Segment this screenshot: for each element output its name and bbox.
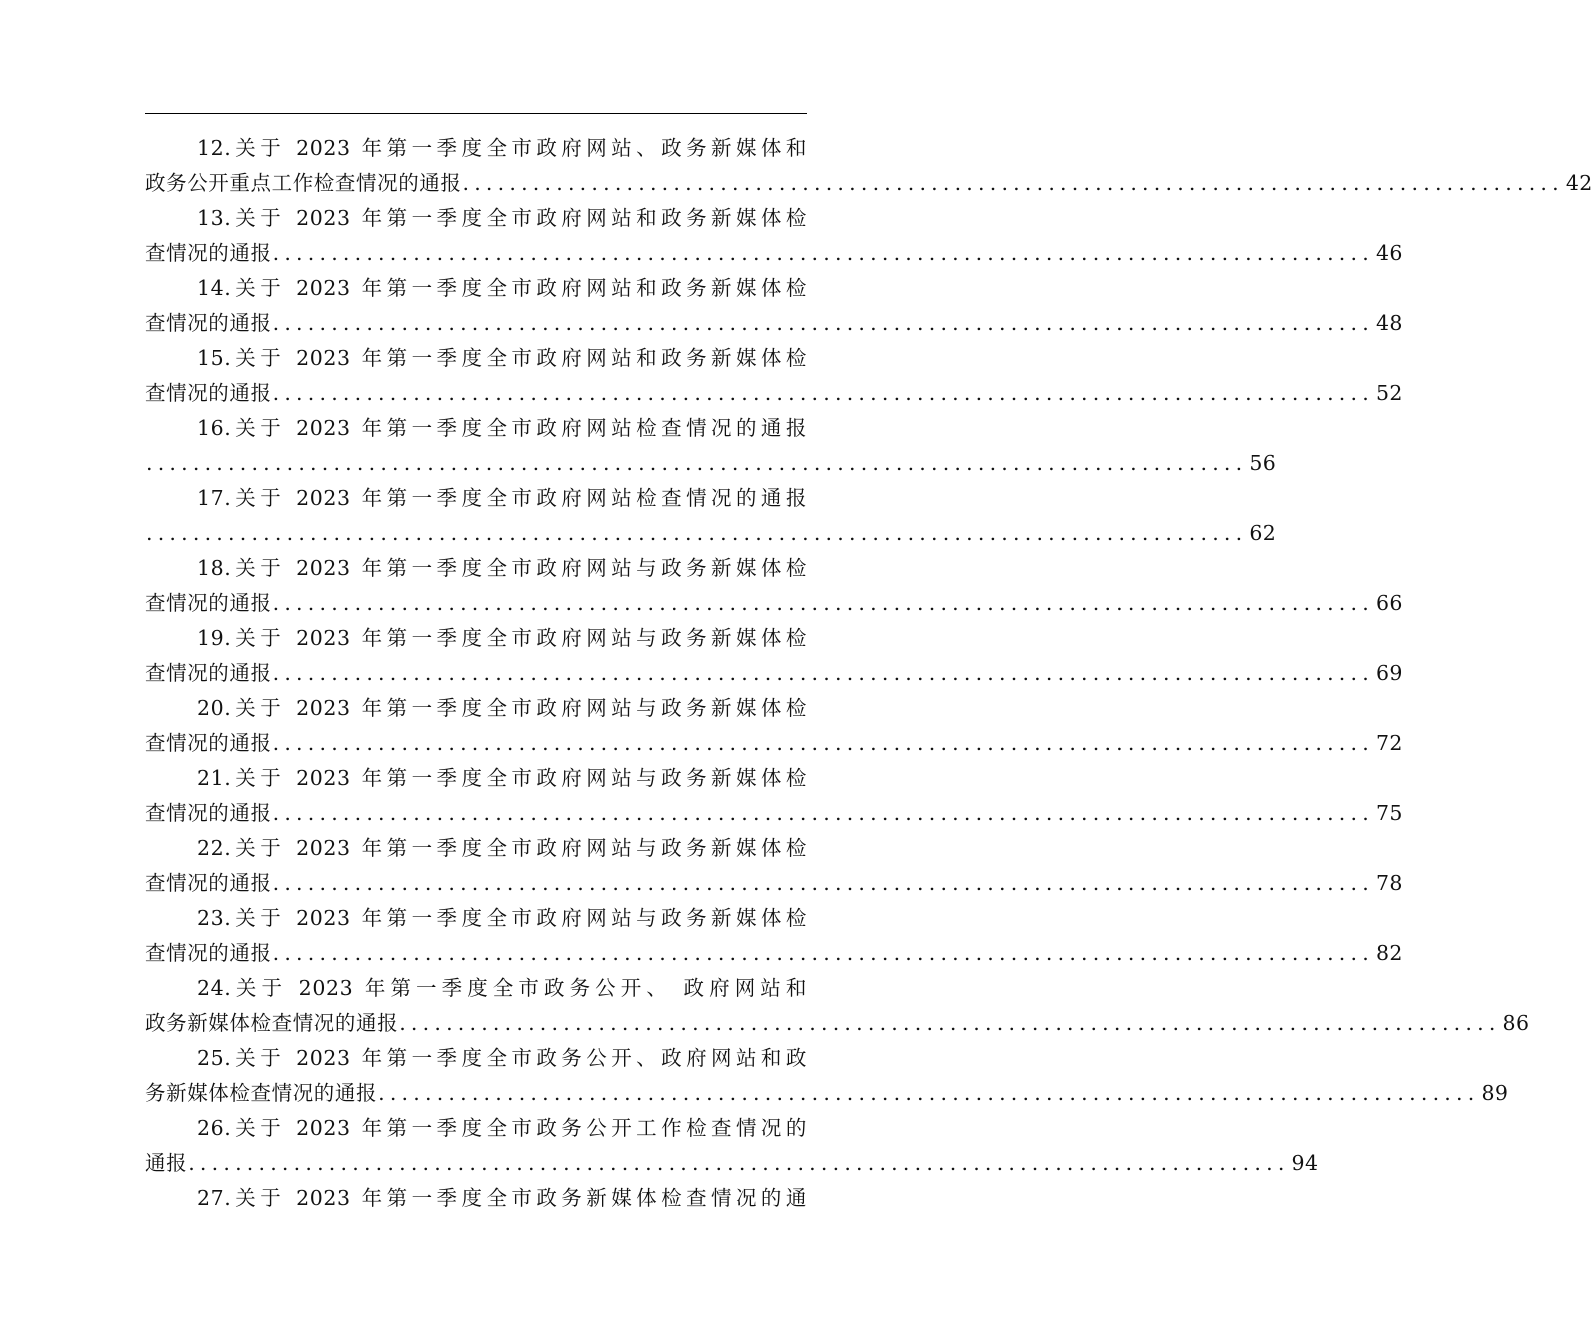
dot-leader: .............................................................................................. [272, 241, 1374, 265]
toc-entry-title: 15.关于 2023 年第一季度全市政府网站和政务新媒体检 [197, 346, 807, 370]
dot-leader: .............................................................................................. [272, 871, 1374, 895]
toc-entry-continuation [145, 656, 1403, 691]
toc-entry-title: 17.关于 2023 年第一季度全市政府网站检查情况的通报 [197, 486, 807, 510]
toc-entry [145, 481, 1277, 551]
dot-leader: .............................................................................................. [462, 171, 1564, 195]
toc-entry-title-continued: 查情况的通报 [145, 241, 272, 265]
toc-entry-title-continued: 查情况的通报 [145, 731, 272, 755]
toc-page-number: 82 [1375, 941, 1403, 965]
toc-entry-title: 25.关于 2023 年第一季度全市政务公开、政府网站和政 [197, 1046, 807, 1070]
dot-leader: .............................................................................................. [272, 661, 1374, 685]
toc-entry-title: 19.关于 2023 年第一季度全市政府网站与政务新媒体检 [197, 626, 807, 650]
toc-entry-continuation [145, 306, 1403, 341]
toc-entry [145, 271, 1403, 341]
toc-entry-partial [145, 1181, 807, 1216]
dot-leader: .............................................................................................. [188, 1151, 1290, 1175]
toc-entry-title: 24.关于 2023 年第一季度全市政务公开、 政府网站和 [197, 976, 807, 1000]
toc-entry-continuation [145, 866, 1403, 901]
toc-entry-title: 22.关于 2023 年第一季度全市政府网站与政务新媒体检 [197, 836, 807, 860]
toc-entry-continuation [145, 796, 1403, 831]
toc-page-number: 46 [1375, 241, 1403, 265]
toc-entry-title-continued: 查情况的通报 [145, 591, 272, 615]
toc-entry-title-continued: 查情况的通报 [145, 801, 272, 825]
toc-entry-title-continued: 查情况的通报 [145, 871, 272, 895]
toc-entry [145, 551, 1403, 621]
toc-entry [145, 761, 1403, 831]
toc-entry [145, 411, 1277, 481]
table-of-contents [145, 131, 1593, 1216]
toc-entry-title-continued: 务新媒体检查情况的通报 [145, 1081, 378, 1105]
toc-entry-title-continued: 政务新媒体检查情况的通报 [145, 1011, 399, 1035]
dot-leader: .............................................................................................. [272, 941, 1374, 965]
toc-page-number: 62 [1249, 521, 1277, 545]
toc-entry-title-continued: 查情况的通报 [145, 661, 272, 685]
toc-entry [145, 621, 1403, 691]
toc-entry-title: 18.关于 2023 年第一季度全市政府网站与政务新媒体检 [197, 556, 807, 580]
toc-page-number: 86 [1502, 1011, 1530, 1035]
toc-page-number: 69 [1375, 661, 1403, 685]
toc-page-number: 52 [1375, 381, 1403, 405]
toc-entry-continuation [145, 1076, 1509, 1111]
toc-page-number: 42 [1565, 171, 1593, 195]
toc-page-number: 66 [1375, 591, 1403, 615]
toc-entry-title: 14.关于 2023 年第一季度全市政府网站和政务新媒体检 [197, 276, 807, 300]
toc-entry [145, 1041, 1509, 1111]
toc-entry-continuation [145, 586, 1403, 621]
toc-entry [145, 691, 1403, 761]
toc-entry-title: 27.关于 2023 年第一季度全市政务新媒体检查情况的通 [197, 1186, 807, 1210]
toc-page-number: 75 [1375, 801, 1403, 825]
toc-entry-title: 23.关于 2023 年第一季度全市政府网站与政务新媒体检 [197, 906, 807, 930]
dot-leader: .............................................................................................. [399, 1011, 1501, 1035]
toc-entry [145, 1111, 1319, 1181]
toc-entry-title: 16.关于 2023 年第一季度全市政府网站检查情况的通报 [197, 416, 807, 440]
toc-entry [145, 131, 1593, 201]
toc-entry-title: 12.关于 2023 年第一季度全市政府网站、政务新媒体和 [197, 136, 807, 160]
toc-entry-continuation [145, 166, 1593, 201]
toc-page-number: 72 [1375, 731, 1403, 755]
toc-entry-continuation [145, 936, 1403, 971]
toc-entry-title-continued: 查情况的通报 [145, 941, 272, 965]
toc-entry-title: 21.关于 2023 年第一季度全市政府网站与政务新媒体检 [197, 766, 807, 790]
toc-entry-continuation [145, 446, 1277, 481]
toc-entry-continuation [145, 726, 1403, 761]
toc-entry [145, 831, 1403, 901]
toc-entry-continuation [145, 516, 1277, 551]
toc-entry-title: 13.关于 2023 年第一季度全市政府网站和政务新媒体检 [197, 206, 807, 230]
toc-entry-continuation [145, 1146, 1319, 1181]
dot-leader: .............................................................................................. [378, 1081, 1480, 1105]
toc-entry [145, 341, 1403, 411]
toc-entry-title-continued: 通报 [145, 1151, 188, 1175]
toc-page-number: 48 [1375, 311, 1403, 335]
toc-entry-continuation [145, 1006, 1530, 1041]
toc-entry-continuation [145, 376, 1403, 411]
toc-entry-title-continued: 查情况的通报 [145, 381, 272, 405]
dot-leader: .............................................................................................. [146, 521, 1248, 545]
toc-entry-title-continued: 政务公开重点工作检查情况的通报 [145, 171, 462, 195]
toc-page-number: 78 [1375, 871, 1403, 895]
dot-leader: .............................................................................................. [272, 381, 1374, 405]
toc-entry-title: 20.关于 2023 年第一季度全市政府网站与政务新媒体检 [197, 696, 807, 720]
dot-leader: .............................................................................................. [272, 311, 1374, 335]
toc-entry [145, 201, 1403, 271]
dot-leader: .............................................................................................. [272, 801, 1374, 825]
toc-entry-title-continued: 查情况的通报 [145, 311, 272, 335]
toc-page-number: 94 [1291, 1151, 1319, 1175]
toc-entry [145, 971, 1530, 1041]
toc-entry-continuation [145, 236, 1403, 271]
dot-leader: .............................................................................................. [272, 731, 1374, 755]
toc-entry-title: 26.关于 2023 年第一季度全市政务公开工作检查情况的 [197, 1116, 807, 1140]
dot-leader: .............................................................................................. [272, 591, 1374, 615]
dot-leader: .............................................................................................. [146, 451, 1248, 475]
toc-entry [145, 901, 1403, 971]
toc-page-number: 56 [1249, 451, 1277, 475]
header-rule [145, 113, 807, 114]
toc-page-number: 89 [1481, 1081, 1509, 1105]
